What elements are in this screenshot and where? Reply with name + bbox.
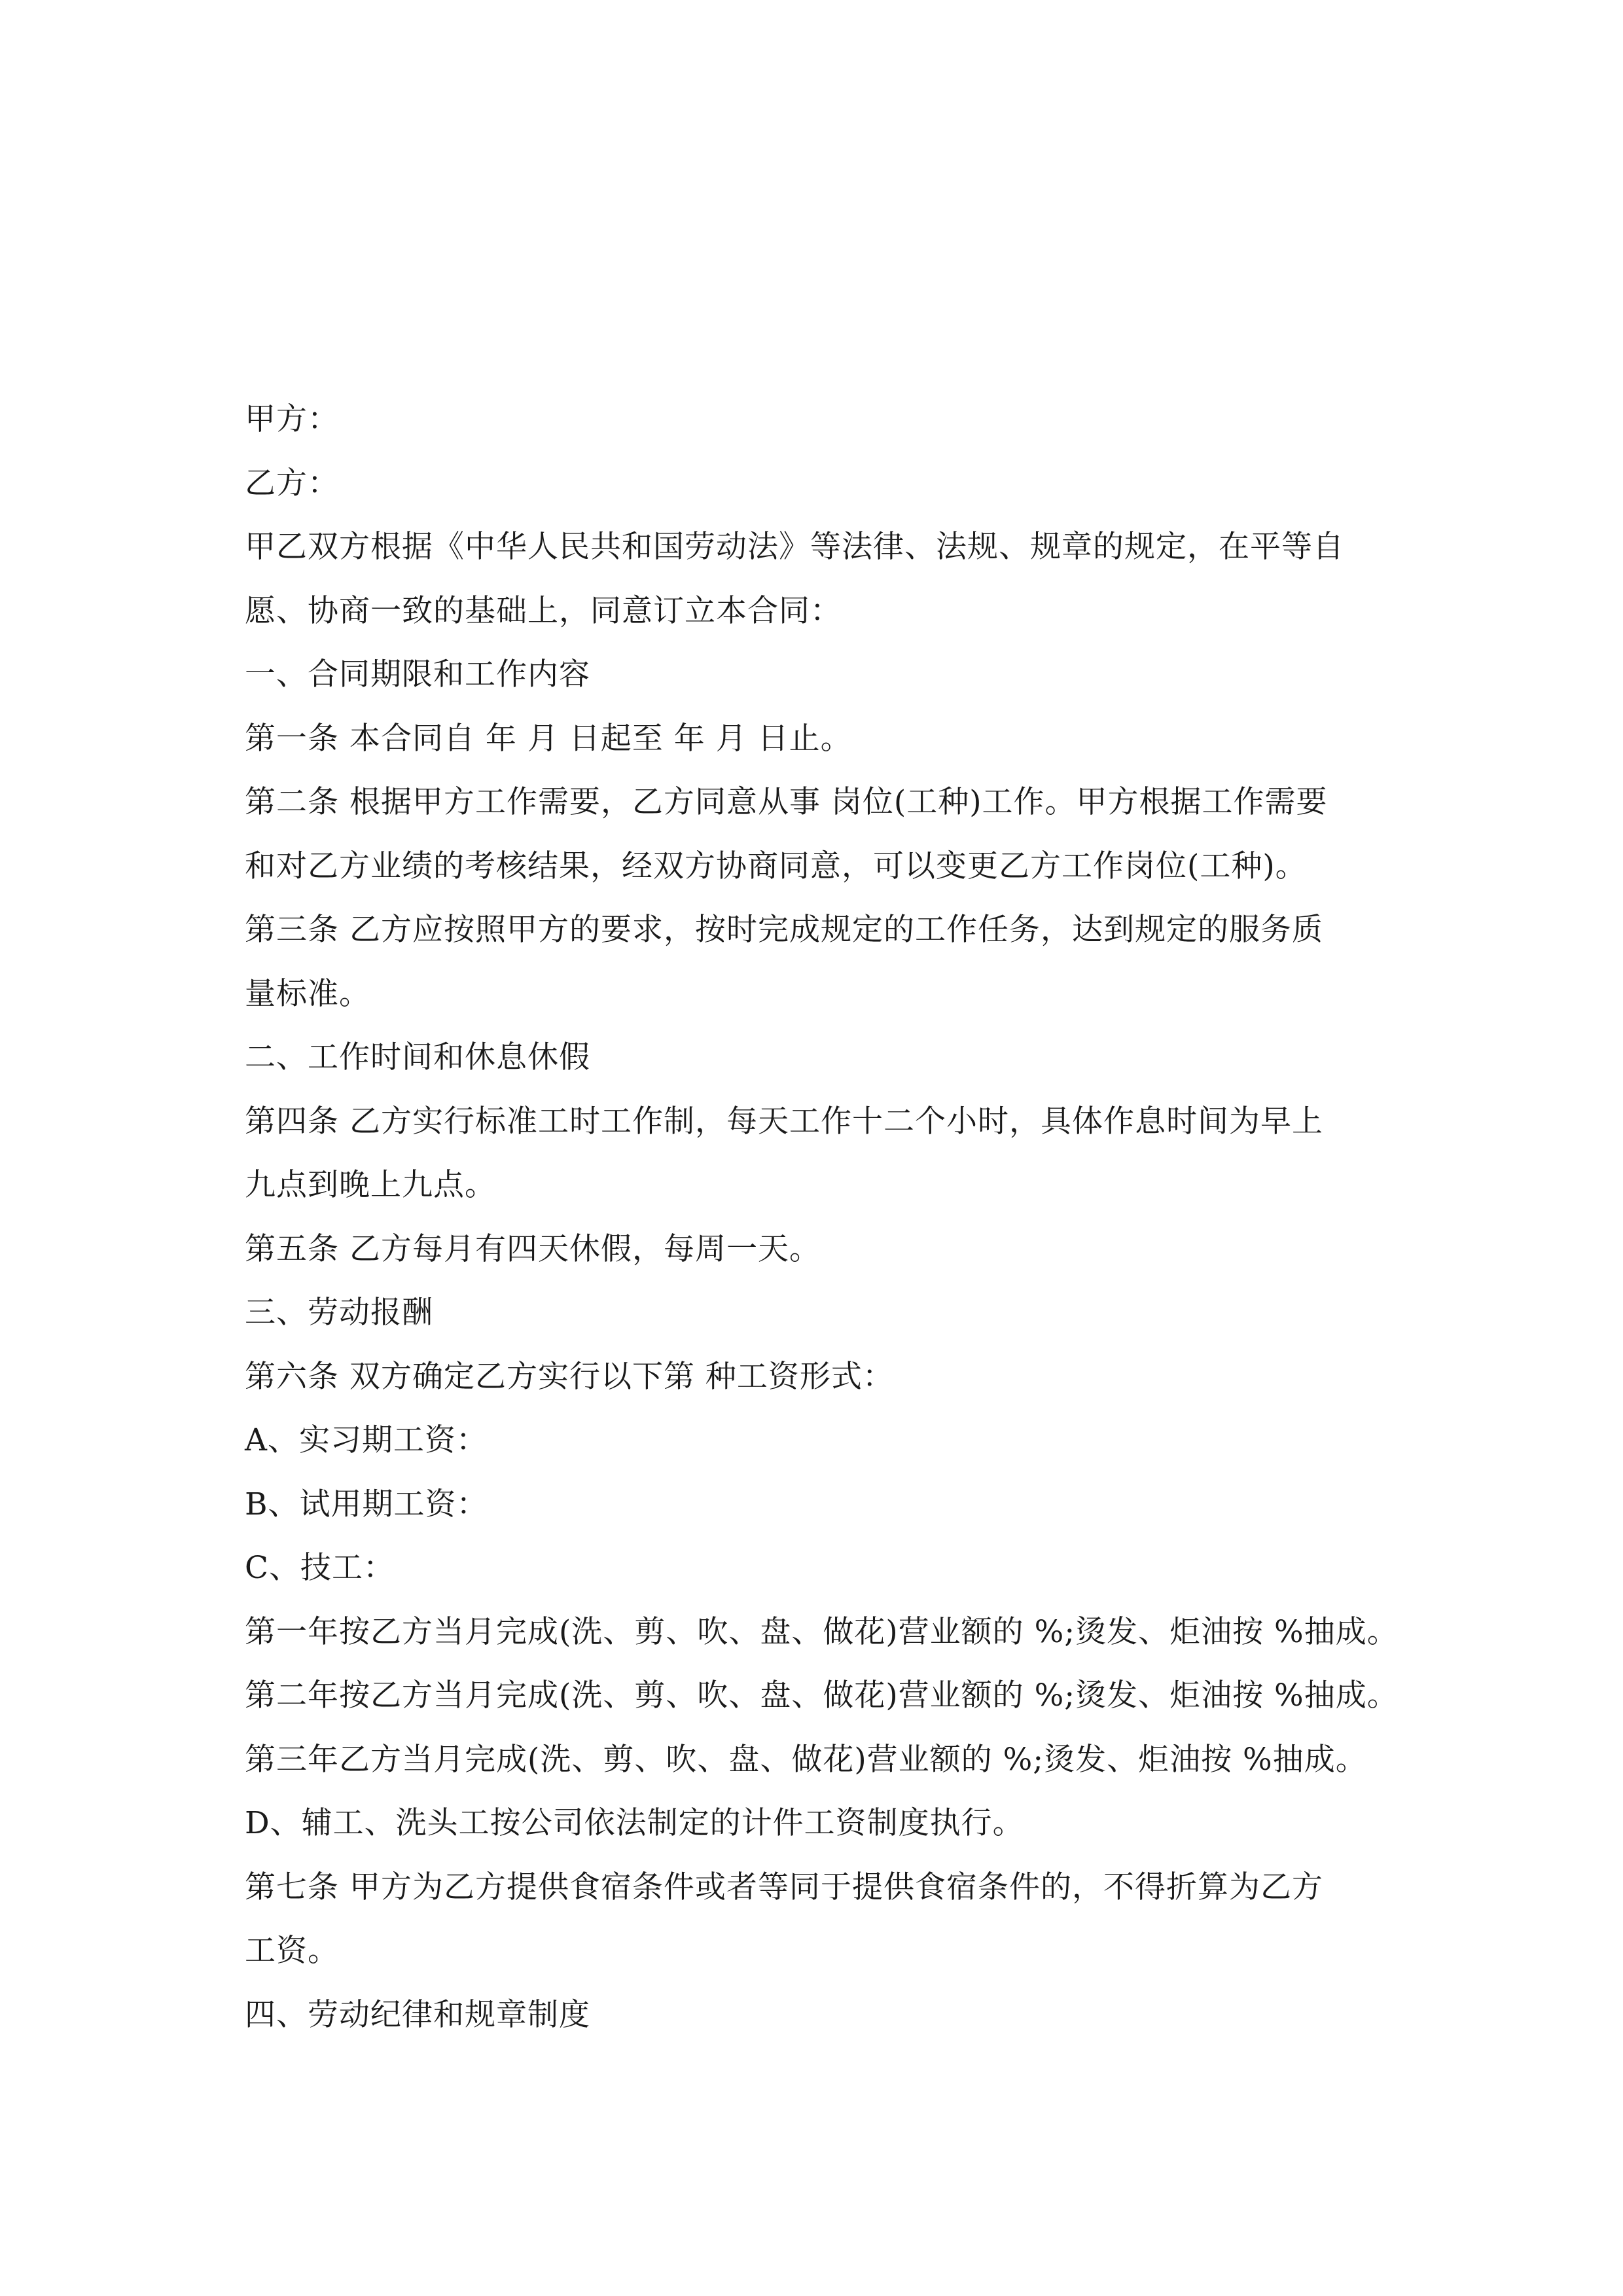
preamble-line-2: 愿、协商一致的基础上，同意订立本合同： — [245, 592, 842, 629]
section-heading-4: 四、劳动纪律和规章制度 — [245, 1996, 590, 2033]
article-3-line-2: 量标准。 — [245, 975, 370, 1012]
party-b-line: 乙方： — [245, 465, 339, 501]
contract-body — [245, 387, 1416, 2047]
article-6: 第六条 双方确定乙方实行以下第 种工资形式： — [245, 1358, 894, 1395]
wage-option-a: A、实习期工资： — [245, 1422, 488, 1458]
article-2-line-1: 第二条 根据甲方工作需要，乙方同意从事 岗位(工种)工作。甲方根据工作需要 — [245, 784, 1328, 820]
section-heading-2: 二、工作时间和休息休假 — [245, 1039, 590, 1075]
article-7-line-1: 第七条 甲方为乙方提供食宿条件或者等同于提供食宿条件的，不得折算为乙方 — [245, 1869, 1323, 1905]
article-3-line-1: 第三条 乙方应按照甲方的要求，按时完成规定的工作任务，达到规定的服务质 — [245, 912, 1323, 948]
wage-year-3: 第三年乙方当月完成(洗、剪、吹、盘、做花)营业额的 %;烫发、炬油按 %抽成。 — [245, 1741, 1367, 1778]
article-7-line-2: 工资。 — [245, 1933, 339, 1969]
wage-year-2: 第二年按乙方当月完成(洗、剪、吹、盘、做花)营业额的 %;烫发、炬油按 %抽成。 — [245, 1677, 1399, 1713]
article-5: 第五条 乙方每月有四天休假，每周一天。 — [245, 1230, 821, 1267]
article-4-line-2: 九点到晚上九点。 — [245, 1167, 496, 1203]
article-1: 第一条 本合同自 年 月 日起至 年 月 日止。 — [245, 720, 852, 757]
article-2-line-2: 和对乙方业绩的考核结果，经双方协商同意，可以变更乙方工作岗位(工种)。 — [245, 848, 1307, 884]
party-a-line: 甲方： — [245, 401, 339, 437]
wage-year-1: 第一年按乙方当月完成(洗、剪、吹、盘、做花)营业额的 %;烫发、炬油按 %抽成。 — [245, 1613, 1399, 1650]
section-heading-3: 三、劳动报酬 — [245, 1295, 433, 1331]
section-heading-1: 一、合同期限和工作内容 — [245, 656, 590, 692]
preamble-line-1: 甲乙双方根据《中华人民共和国劳动法》等法律、法规、规章的规定，在平等自 — [245, 529, 1344, 565]
wage-option-c: C、技工： — [245, 1550, 395, 1586]
wage-option-d: D、辅工、洗头工按公司依法制定的计件工资制度执行。 — [245, 1805, 1024, 1841]
article-4-line-1: 第四条 乙方实行标准工时工作制，每天工作十二个小时，具体作息时间为早上 — [245, 1103, 1323, 1139]
wage-option-b: B、试用期工资： — [245, 1486, 488, 1522]
